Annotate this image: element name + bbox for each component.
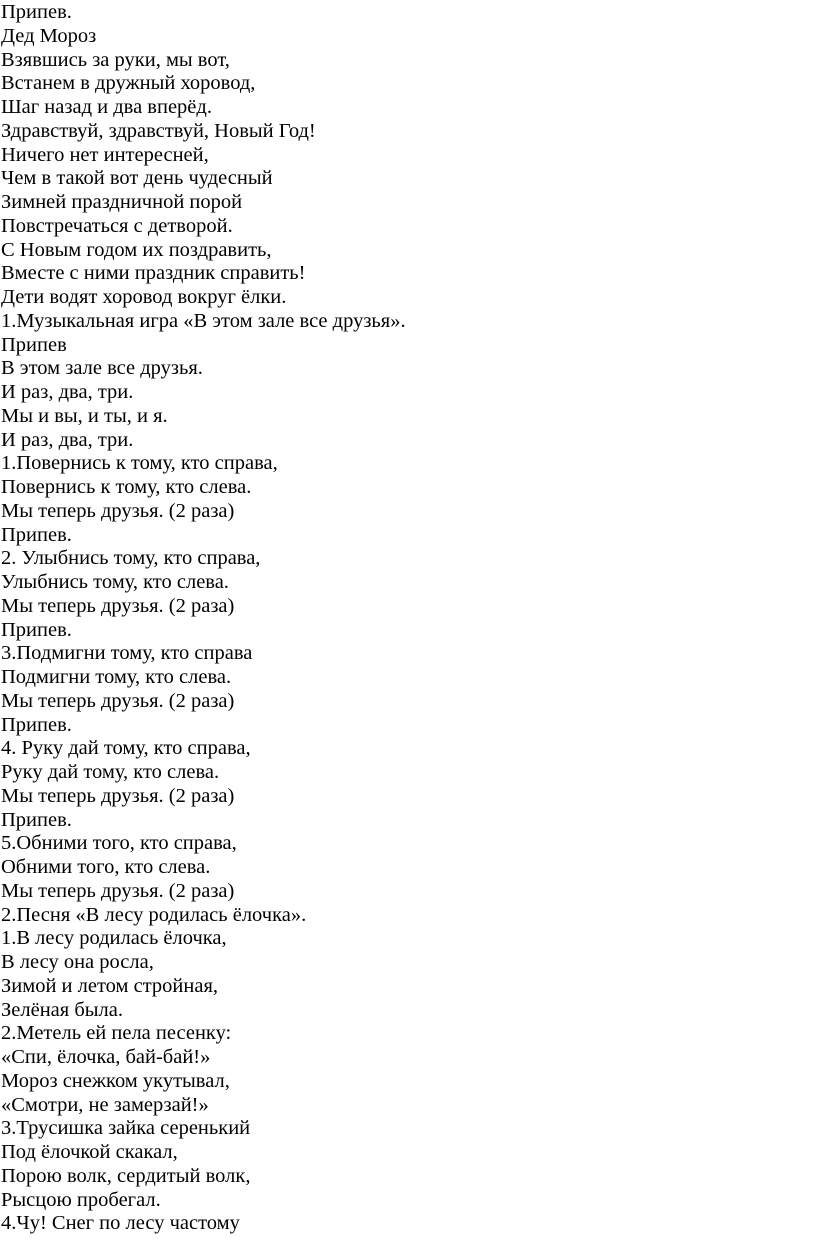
text-line: С Новым годом их поздравить,	[1, 238, 272, 261]
text-line: 2.Метель ей пела песенку:	[1, 1022, 232, 1045]
text-line: Рысцою пробегал.	[1, 1188, 161, 1211]
text-line: Припев.	[1, 1, 72, 23]
text-line: Вместе с ними праздник справить!	[1, 262, 306, 285]
text-line: «Спи, ёлочка, бай-бай!»	[1, 1046, 211, 1068]
text-line: Под ёлочкой скакал,	[1, 1141, 178, 1163]
text-line: 5.Обними того, кто справа,	[1, 832, 237, 855]
text-line: Припев	[1, 333, 67, 356]
text-line: Встанем в дружный хоровод,	[1, 72, 256, 95]
text-line: 1.Повернись к тому, кто справа,	[1, 452, 278, 475]
text-line: Дед Мороз	[1, 24, 97, 47]
text-line: «Смотри, не замерзай!»	[1, 1093, 209, 1116]
text-line: Зимой и летом стройная,	[1, 974, 219, 997]
text-line: 4. Руку дай тому, кто справа,	[1, 737, 251, 760]
text-line: Шаг назад и два вперёд.	[1, 96, 212, 118]
text-line: 1.Музыкальная игра «В этом зале все друзья».	[1, 309, 406, 332]
text-line: 1.В лесу родилась ёлочка,	[1, 927, 227, 950]
text-line: Руку дай тому, кто слева.	[1, 761, 220, 783]
text-line: Здравствуй, здравствуй, Новый Год!	[1, 119, 316, 142]
text-line: 3.Подмигни тому, кто справа	[1, 642, 253, 665]
text-line: Припев.	[1, 618, 72, 641]
text-line: Припев.	[1, 713, 72, 736]
text-line: И раз, два, три.	[1, 381, 134, 403]
text-line: Ничего нет интересней,	[1, 143, 209, 166]
text-line: Мы и вы, и ты, и я.	[1, 404, 168, 427]
text-line: В лесу она росла,	[1, 951, 154, 973]
text-line: Обними того, кто слева.	[1, 856, 211, 878]
text-line: Зимней праздничной порой	[1, 191, 243, 213]
text-line: Мороз снежком укутывал,	[1, 1069, 230, 1092]
text-line: 4.Чу! Снег по лесу частому	[1, 1212, 240, 1235]
text-line: Порою волк, сердитый волк,	[1, 1164, 251, 1187]
text-line: Улыбнись тому, кто слева.	[1, 571, 229, 593]
text-line: Припев.	[1, 808, 72, 831]
text-line: И раз, два, три.	[1, 428, 134, 451]
text-line: Припев.	[1, 523, 72, 546]
text-line: Мы теперь друзья. (2 раза)	[1, 689, 235, 712]
text-line: 3.Трусишка зайка серенький	[1, 1117, 251, 1140]
text-line: Повернись к тому, кто слева.	[1, 476, 252, 498]
text-line: Подмигни тому, кто слева.	[1, 666, 232, 688]
text-line: Повстречаться с детворой.	[1, 214, 233, 237]
text-line: 2. Улыбнись тому, кто справа,	[1, 547, 261, 570]
text-line: Зелёная была.	[1, 998, 123, 1021]
text-line: Дети водят хоровод вокруг ёлки.	[1, 286, 287, 308]
text-line: Взявшись за руки, мы вот,	[1, 48, 230, 71]
text-line: Мы теперь друзья. (2 раза)	[1, 594, 235, 617]
text-line: 2.Песня «В лесу родилась ёлочка».	[1, 903, 307, 926]
text-line: Мы теперь друзья. (2 раза)	[1, 784, 235, 807]
text-line: Чем в такой вот день чудесный	[1, 167, 273, 190]
text-line: В этом зале все друзья.	[1, 357, 203, 380]
text-line: Мы теперь друзья. (2 раза)	[1, 879, 235, 902]
text-line: Мы теперь друзья. (2 раза)	[1, 499, 235, 522]
